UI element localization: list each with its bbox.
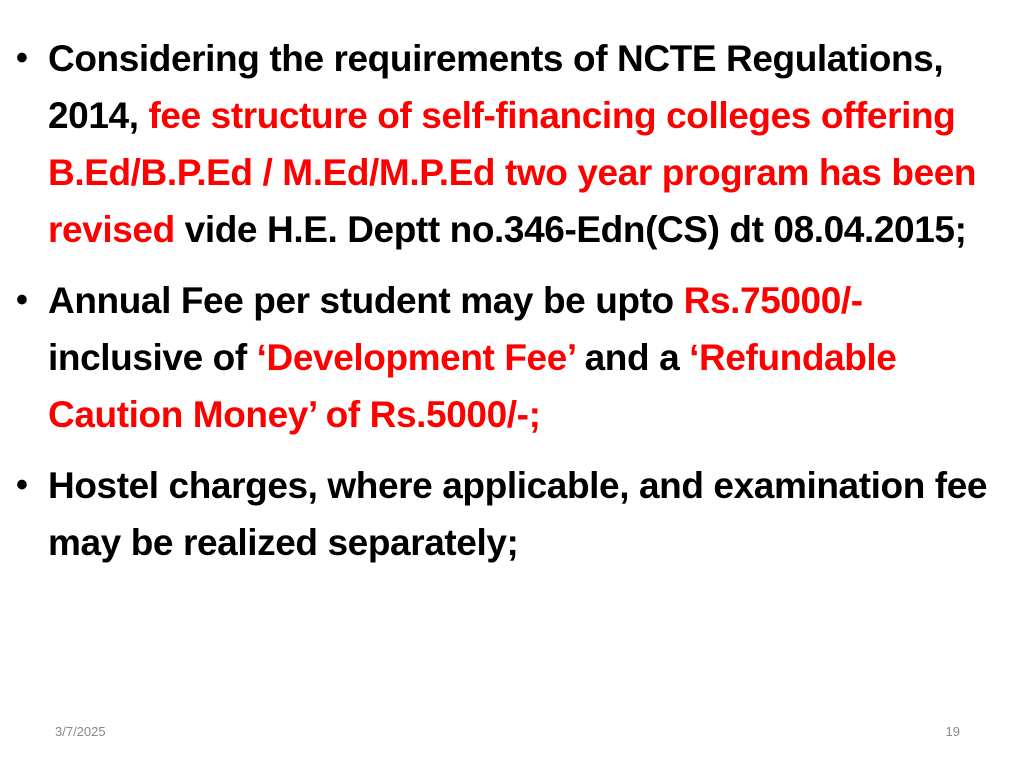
text-run: Hostel charges, where applicable, and examination fee may be realized separately; [48,465,988,563]
text-run: and a [574,337,690,378]
bullet-dot-icon: • [16,39,28,77]
text-run: inclusive of [48,337,257,378]
bullet-dot-icon: • [16,281,28,319]
footer-date: 3/7/2025 [55,724,106,739]
bullet-item-hostel-charges [16,457,1016,571]
text-run: Considering the requirements of NCTE Regulations, 2014, [48,38,944,136]
bullet-list [16,30,1016,571]
bullet-item-annual-fee [16,272,1016,443]
bullet-text [48,30,1016,258]
bullet-text [48,272,1016,443]
highlighted-text-run: ‘Refundable Caution Money’ of Rs.5000/-; [48,337,897,435]
bullet-item-ncte-fee-structure [16,30,1016,258]
bullet-dot-icon: • [16,466,28,504]
text-run: Annual Fee per student may be upto [48,280,684,321]
highlighted-text-run: ‘Development Fee’ [256,337,575,378]
slide-number: 19 [945,724,960,739]
bullet-text [48,457,1016,571]
highlighted-text-run: fee structure of self-financing colleges offering B.Ed/B.P.Ed / M.Ed/M.P.Ed two year program has been revised [48,95,977,250]
highlighted-text-run: Rs.75000/- [683,280,863,321]
text-run: vide H.E. Deptt no.346-Edn(CS) dt 08.04.2015; [174,209,967,250]
